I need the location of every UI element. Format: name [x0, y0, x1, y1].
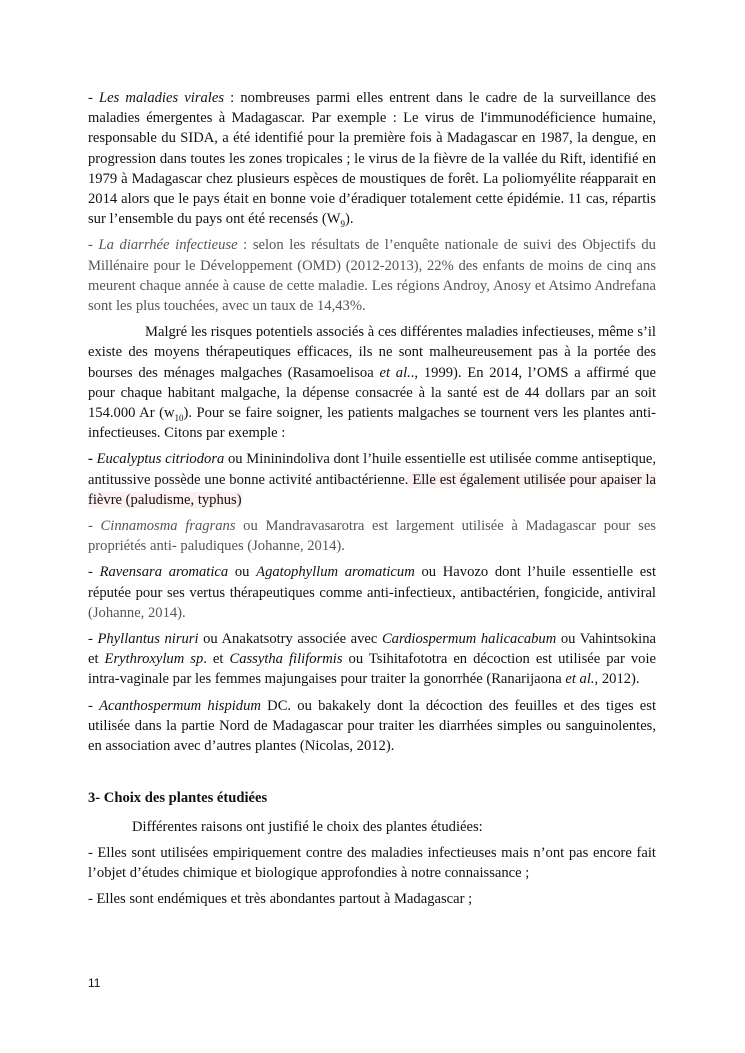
paragraph-text: : nombreuses parmi elles entrent dans le cadre de la surveillance des maladies émergentes à Madagascar. Par exemple : Le virus de l'immunodéficience humaine, responsable du SIDA, a été identifié pour la première fois à Madagascar en 1987, la dengue, en progression dans toutes les zones tropicales ; le virus de la fièvre de la vallée du Rift, identifié en 1979 à Madagascar chez plusieurs espèces de moustiques de forêt. La poliomyélite réapparait en 2014 alors que le pays était en bonne voie d’éradiquer totalement cette épidémie. 11 cas, répartis sur l’ensemble du pays ont été recensés (W: [88, 90, 656, 228]
reason-item: - Elles sont endémiques et très abondantes partout à Madagascar ;: [88, 891, 473, 908]
plant-item-ravensara: [88, 562, 656, 623]
bullet-dash: -: [88, 697, 100, 714]
section-intro: Différentes raisons ont justifié le choix des plantes étudiées:: [132, 818, 483, 835]
paragraph-text: ou Havozo dont l’huile essentielle est réputée pour ses vertus thérapeutiques comme anti-infectieux, antibactérien, fongicide, antiviral: [88, 564, 657, 601]
citation: (Johanne, 2014).: [88, 604, 186, 621]
bullet-dash: -: [88, 518, 101, 535]
paragraph-text: ou Mandravasarotra est largement utilisée à Madagascar pour ses propriétés anti- paludiques (Johanne, 2014).: [88, 518, 656, 555]
paragraph-text: ., 1999). En 2014, l’OMS a affirmé que pour chaque habitant malgache, la dépense consacrée à la santé est de 44 dollars par an soit 154.000 Ar (w: [88, 364, 656, 422]
term-diarrhea: La diarrhée infectieuse: [98, 237, 238, 254]
term-viral-diseases: Les maladies virales: [99, 90, 225, 106]
species-name: Eucalyptus citriodora: [96, 451, 225, 468]
paragraph-text: ou Anakatsotry associée avec: [198, 631, 382, 648]
paragraph-risks: [88, 322, 656, 443]
section-heading: 3- Choix des plantes étudiées: [88, 790, 268, 807]
reference-subscript: 9: [340, 219, 345, 230]
paragraph-text: . et: [203, 651, 230, 668]
page-number: 11: [88, 976, 101, 990]
plant-item-eucalyptus: [88, 449, 656, 510]
species-name: Cassytha filiformis: [229, 651, 343, 668]
plant-item-acanthospermum: [88, 696, 656, 757]
citation-etal: et al.,: [565, 671, 599, 688]
paragraph-text: : selon les résultats de l’enquête nationale de suivi des Objectifs du Millénaire pour le Développement (OMD) (2012-2013), 22% des enfants de moins de cinq ans meurent chaque année à cause de cette maladie. Les régions Androy, Anosy et Atsimo Andrefana sont les plus touchées, avec un taux de 14,43%.: [88, 237, 656, 315]
reason-item: - Elles sont utilisées empiriquement contre des maladies infectieuses mais n’ont pas encore fait l’objet d’études chimique et biologique approfondies à notre connaissance ;: [88, 844, 656, 881]
bullet-dash: -: [88, 564, 100, 581]
bullet-dash: -: [88, 631, 98, 648]
bullet-dash: -: [88, 237, 99, 254]
paragraph-text: Malgré les risques potentiels associés à ces différentes maladies infectieuses, même s’il existe des moyens thérapeutiques efficaces, ils ne sont malheureusement pas à la portée des bourses des ménages malgaches (Rasamoelisoa: [88, 324, 656, 381]
paragraph-text: ou: [228, 564, 257, 581]
paragraph-text: 2012).: [598, 671, 640, 688]
species-name: Erythroxylum sp: [104, 651, 204, 668]
paragraph-text: ou Tsihitafototra en décoction est utilisée par voie intra-vaginale par les femmes majungaises pour traiter la gonorrhée (Ranarijaona: [88, 651, 657, 688]
paragraph-text: ). Pour se faire soigner, les patients malgaches se tournent vers les plantes anti-infectieuses. Citons par exemple :: [88, 405, 656, 442]
paragraph-end: ).: [344, 211, 354, 228]
species-name: Cinnamosma fragrans: [100, 518, 236, 535]
document-page: [88, 88, 656, 915]
species-name: Cardiospermum halicacabum: [381, 631, 557, 648]
reference-subscript: 10: [174, 412, 184, 423]
species-name: Phyllantus niruri: [97, 631, 199, 648]
citation-etal: et al.: [379, 364, 411, 381]
plant-item-phyllantus: [88, 629, 656, 690]
paragraph-viral-diseases: [88, 88, 656, 229]
paragraph-diarrhea: [88, 235, 656, 316]
species-name: Agatophyllum aromaticum: [256, 564, 415, 581]
plant-item-cinnamosma: [88, 516, 656, 556]
paragraph-text: DC. ou bakakely dont la décoction des feuilles et des tiges est utilisée dans la partie Nord de Madagascar pour traiter les diarrhées simples ou sanguinolentes, en association avec d’autres plantes (Nicolas, 2012).: [88, 697, 656, 755]
bullet-dash: -: [88, 90, 100, 106]
paragraph-text: ou Vahintsokina et: [88, 631, 656, 668]
paragraph-text: ou Mininindoliva dont l’huile essentielle est utilisée comme antiseptique, antitussive possède une bonne activité antibactérienne.: [88, 451, 656, 488]
highlighted-text: Elle est également utilisée pour apaiser la fièvre (paludisme, typhus): [88, 471, 656, 508]
species-name: Acanthospermum hispidum: [99, 697, 261, 714]
species-name: Ravensara aromatica: [99, 564, 229, 581]
bullet-dash: -: [88, 451, 97, 468]
